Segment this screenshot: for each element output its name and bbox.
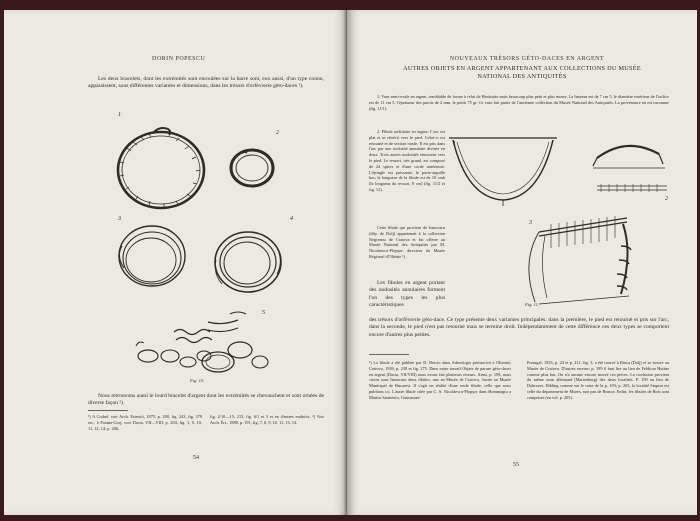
- figure-11-number-1: 1: [453, 141, 456, 147]
- paragraph-fibule-origin: Cette fibule qui provient de Ismovaru (dép. de Dolj) appartenait à la collection Negreanu de Craiova et fut offerte au Musée National des Antiquités par M. Nicolaescu-Plopşor, directeur du Musée Régional d'Olténie ¹).: [369, 225, 445, 259]
- figure-11-caption: Fig. 11.: [525, 302, 540, 307]
- paragraph-fibule: 2. Fibule nodulaire en argent. L'arc est plat et se rétrécit vers le pied. Celui-ci est retourné et de section ronde. Il est pris dans l'arc par une nodosité annulaire divisée en deux. Trois autres nodosités entourent vers le pied. Le ressort, très grand, est composé de 24 spires et d'une corde antérieure. L'épingle est puissante, le porte-aiguille bas; la longueur de la fibule est de 10 cmh (la longueur du ressort, 8 cm) (fig. 11/2 et fig. 12).: [369, 129, 445, 192]
- text-after-figure: Nous retrouvons aussi le lourd bracelet d'argent dont les extrémités se chevauchent et sont ornées de diverse façon ²).: [88, 393, 324, 407]
- section-title-line-1: AUTRES OBJETS EN ARGENT APPARTENANT AUX COLLECTIONS DU MUSÉE: [403, 65, 641, 72]
- bracelets-figure: [4, 110, 347, 400]
- figure-10-caption: Fig. 10.: [190, 378, 205, 383]
- footnote-rule-right: [369, 354, 409, 355]
- figure-number-2: 2: [276, 130, 279, 136]
- figure-number-5: 5: [262, 310, 265, 316]
- vase-and-fibula-figure: [447, 128, 687, 308]
- page-number-right: 55: [513, 462, 519, 468]
- paragraph-vase: 1. Vase semi-ovale en argent, semblable de forme à celui de Herästräu mais beaucoup plus petit et plus mince. La hauteur est de 7 cm 5, le diamètre extérieur de l'orifice est de 11 cm 5, l'épaisseur des parois de 2 mm, le poids 75 gr. Ce vase fait partie de l'ancienne collection du Musée National des Antiquités. La provenance en est inconnue (fig. 11/1).: [369, 94, 669, 111]
- intro-paragraph: Les deux bracelets, dont les extrémités sont enroulées sur la barre sont, eux aussi, d'un type connu, apparaissent, sous différentes variantes et dimensions, dans les trésors d'orfèvrerie gèto-daces ¹).: [88, 76, 324, 90]
- figure-number-4: 4: [290, 216, 293, 222]
- figure-11-number-2: 2: [665, 196, 668, 202]
- footnote-left-2: fig. 2/10—15; 213, fig. 6/1 et 3 et en d'autres endroits. ²) Voir Arch. Ért., 1888, p. 191, fig. 7, 8, 9, 10, 11, 13, 14.: [210, 414, 324, 425]
- left-page: [4, 10, 347, 515]
- footnote-rule-left: [88, 410, 128, 411]
- paragraph-types: des trésors d'orfèvrerie gèto-dace. Ce type présente deux variantes principales: dans la première, le pied est retourné et pris sur l'arc, dans la seconde, le pied n'est pas retourné mais se termine droit. Indépendamment de cette différence ces deux types se comportent encore d'autres plus petites.: [369, 317, 669, 338]
- right-page: [347, 10, 697, 515]
- footnote-right-2: Portugal, 1933, p. 24 et p. 211, fig. 3, a été trouvé à Bărca (Dolj) et se trouve au Musée de Craiova. D'autres erreurs: p. 199 il faut lire au lieu de Feldiora Hutine comme plus bas. On n'a aucune encore trouvé ces pièces. La confusion provient du même nom allemand (Marienburg) des deux localités. P. 199 au lieu de Dobrozzi. Dibling comme sur le carte de la p. 193; p. 203, la localité Stupini est celle du département de Mures, non pas de Brasov. Enfin, les fibules de Bois sont comprises (en vol. p. 205).: [527, 360, 669, 400]
- paragraph-types-lead: Les fibules en argent portant des nodosités annulaires forment l'un des types les plus caractéristiques: [369, 280, 445, 309]
- footnote-right-1: ¹) La fibule a été publiée par D. Berciu dans Arheologia preistorică a Olteniei, Craiova, 1939, p. 238 et fig. 275. Dans notre travail Objets de parure gèto-daces en argent (Dacia, VII/VIII) nous avons fait plusieurs erreurs. Ainsi, p. 198, nous citons sous Ismovaru deux fibules, une au Musée de Craiova, l'autre au Musée Municipal de Bucarest. Il s'agit en réalité d'une seule fibule, celle que nous publions ici. L'autre fibule citée par C. S. Nicolăescu-Plopşor dans Hommagiu a Marius Sarmento, Guimaraes-: [369, 360, 511, 400]
- footnote-left-1: ¹) A Corbel, voir Arch. Ertesitö, 1875, p. 290, fig. 243, fig. 378 etc.; à Poiana-Gorj, voir Dacia, VII—VIII, p. 204, fig. 1, 9, 10, 11, 12, 14; p. 206,: [88, 414, 202, 431]
- running-head-right: NOUVEAUX TRÉSORS GÈTO-DACES EN ARGENT: [449, 56, 605, 62]
- running-head-left: DORIN POPESCU: [152, 56, 206, 62]
- figure-number-1: 1: [118, 112, 121, 118]
- page-number-left: 54: [193, 455, 199, 461]
- section-title-line-2: NATIONAL DES ANTIQUITÉS: [477, 73, 567, 80]
- figure-number-3: 3: [118, 216, 121, 222]
- figure-11-number-3: 3: [529, 220, 532, 226]
